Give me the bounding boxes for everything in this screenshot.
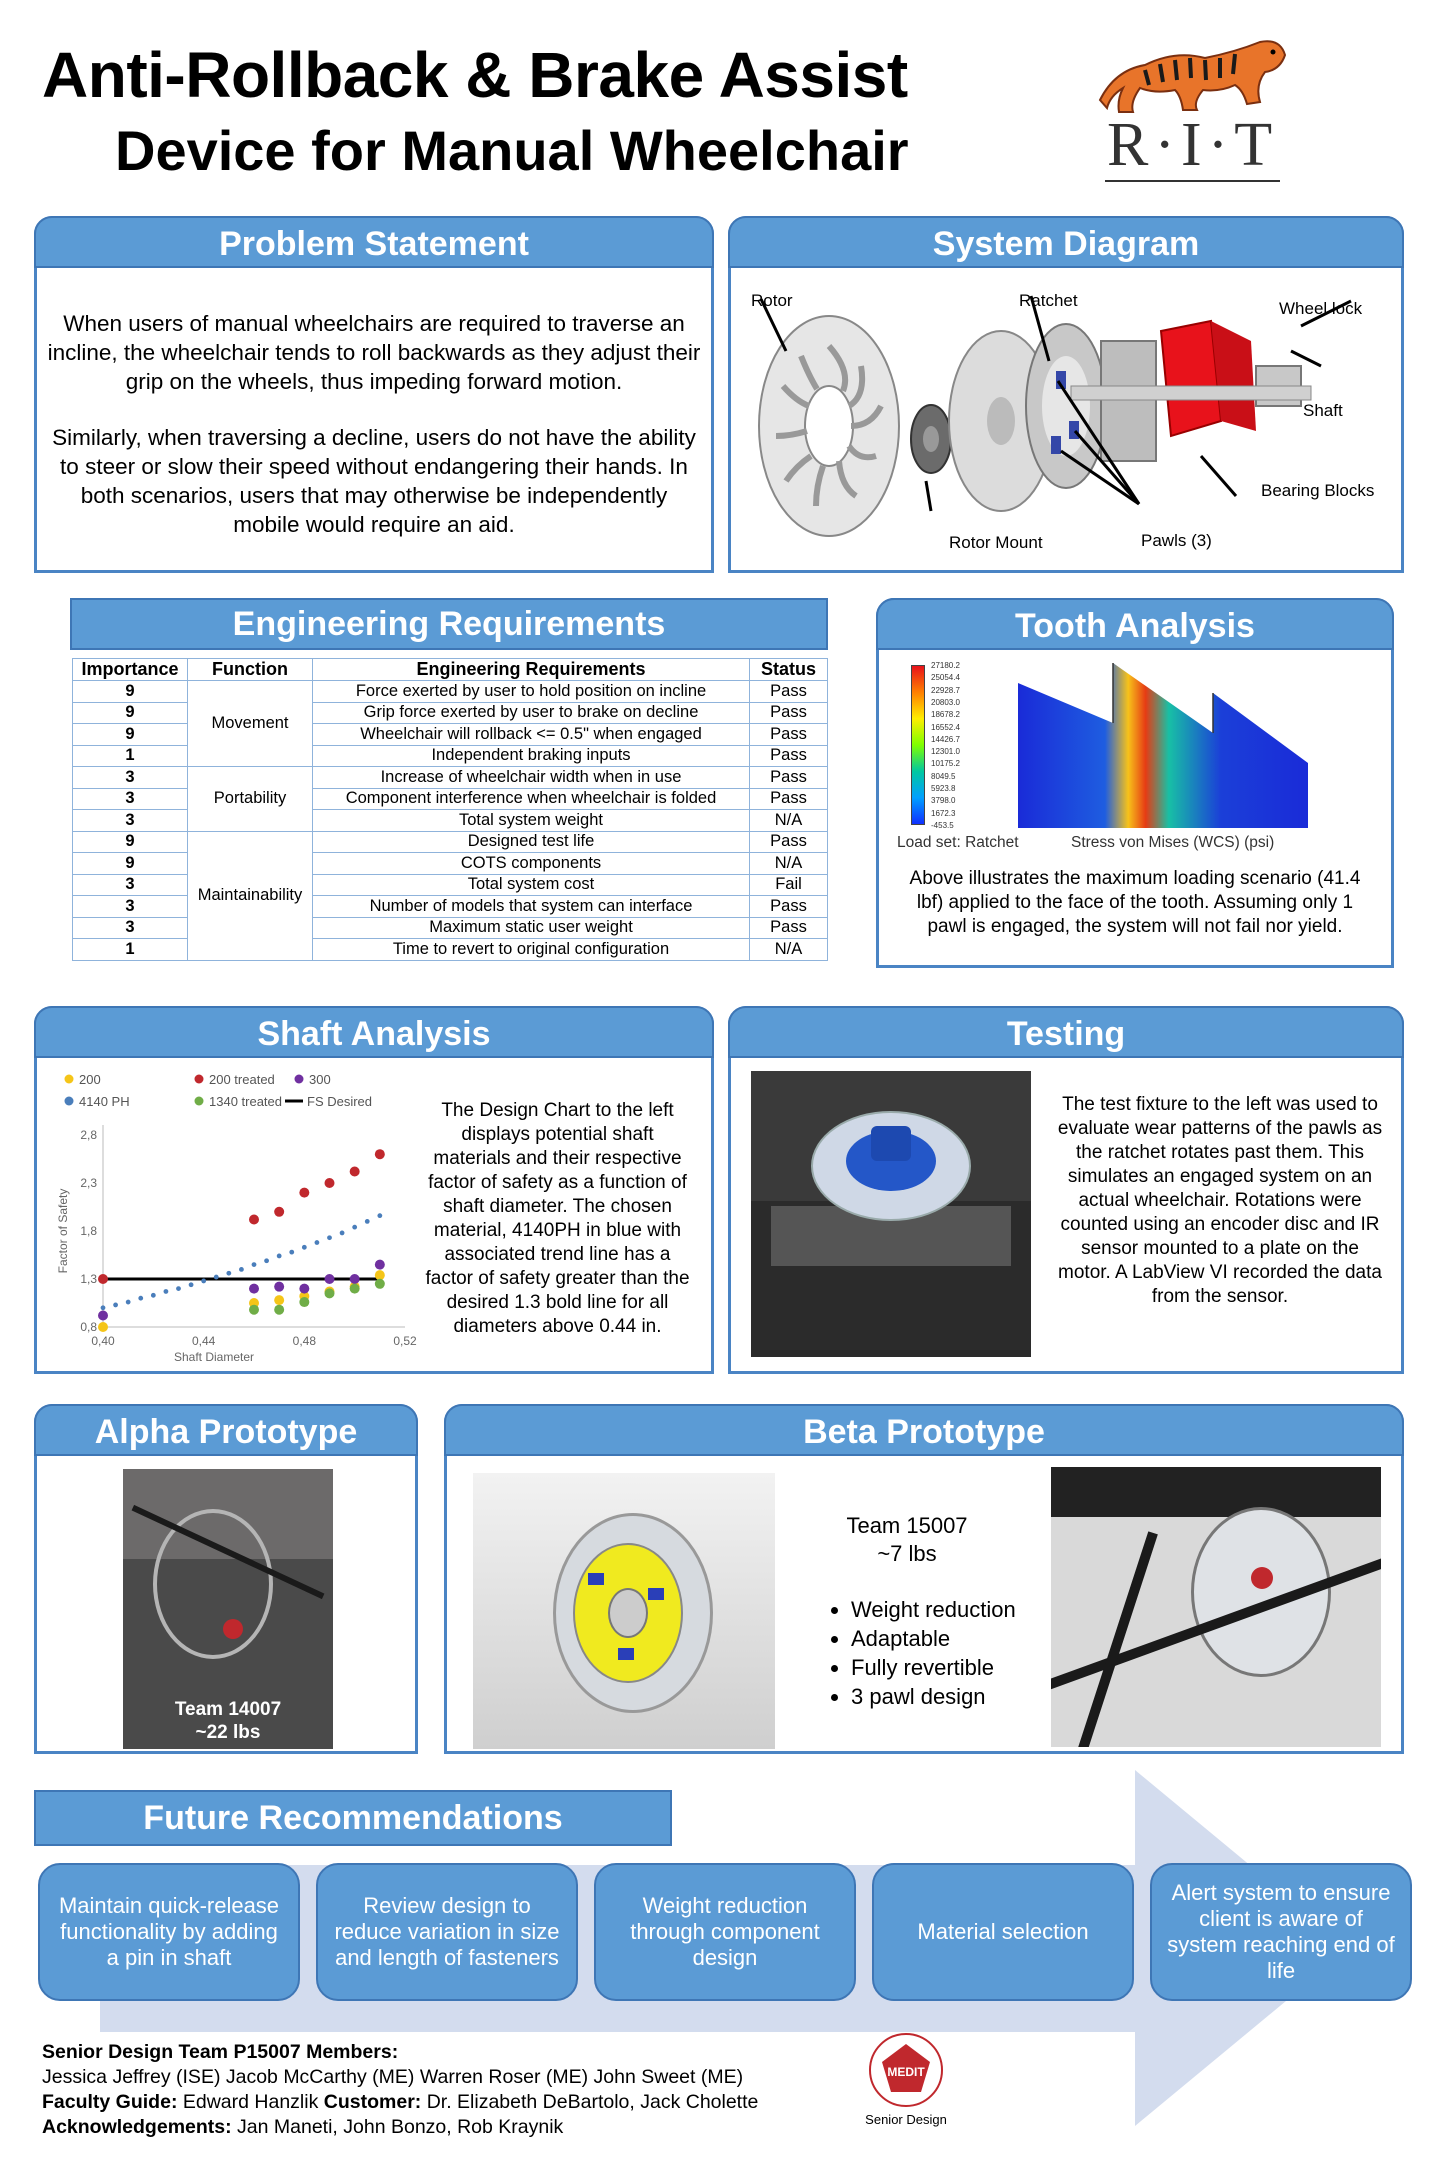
list-item: • Fully revertible <box>851 1653 1016 1682</box>
data-point <box>98 1310 108 1320</box>
data-point <box>98 1322 108 1332</box>
shaft-analysis-panel <box>34 1006 714 1374</box>
scale-label: 16552.4 <box>931 722 960 732</box>
data-point <box>249 1284 259 1294</box>
team-label: Senior Design Team P15007 Members: <box>42 2041 399 2063</box>
faculty-name: Edward Hanzlik <box>182 2091 319 2113</box>
stress-color-scale <box>911 665 925 825</box>
data-point <box>325 1274 335 1284</box>
data-point <box>352 1225 357 1230</box>
table-row: 9 Maintainability Designed test life Pass <box>73 831 828 853</box>
list-item: • Adaptable <box>851 1624 1016 1653</box>
requirements-table <box>72 658 828 961</box>
data-point <box>138 1296 143 1301</box>
table-row: 9 Wheelchair will rollback <= 0.5" when engaged Pass <box>73 724 828 746</box>
data-point <box>340 1231 345 1236</box>
label-rotor-mount: Rotor Mount <box>949 533 1043 552</box>
team-names: Jessica Jeffrey (ISE) Jacob McCarthy (ME) Warren Roser (ME) John Sweet (ME) <box>42 2066 744 2088</box>
tooth-caption: Above illustrates the maximum loading scenario (41.4 lbf) applied to the face of the tooth. Assuming only 1 pawl is engaged, the system will not fail nor yield. <box>909 868 1361 937</box>
alpha-team: Team 14007 <box>174 1699 282 1720</box>
data-point <box>315 1240 320 1245</box>
logo-rule <box>1105 180 1280 182</box>
customer-name: Dr. Elizabeth DeBartolo, Jack Cholette <box>426 2091 759 2113</box>
problem-statement-heading: Problem Statement <box>34 216 714 268</box>
legend-marker <box>65 1097 74 1106</box>
system-diagram-panel <box>728 216 1404 573</box>
table-row: 3 Component interference when wheelchair is folded Pass <box>73 788 828 810</box>
data-point <box>274 1207 284 1217</box>
scale-label: 20803.0 <box>931 697 960 707</box>
data-point <box>375 1260 385 1270</box>
problem-paragraph-2: Similarly, when traversing a decline, users do not have the ability to steer or slow their speed without endangering their hands. In both scenarios, users that may otherwise be independently mobile would require an aid. <box>52 425 696 537</box>
shaft-caption: The Design Chart to the left displays potential shaft materials and their respective factor of safety as a function of shaft diameter. The chosen material, 4140PH in blue with associated trend line has a factor of safety greater than the desired 1.3 bold line for all diameters above 0.44 in. <box>425 1100 690 1337</box>
shaft <box>1071 386 1311 400</box>
ack-names: Jan Maneti, John Bonzo, Rob Kraynik <box>237 2116 564 2138</box>
y-tick-label: 0,8 <box>80 1320 97 1334</box>
bearing-blocks <box>1101 341 1156 461</box>
col-requirements: Engineering Requirements <box>313 659 750 681</box>
data-point <box>239 1267 244 1272</box>
data-point <box>377 1213 382 1218</box>
col-status: Status <box>750 659 828 681</box>
scale-label: 8049.5 <box>931 771 956 781</box>
problem-statement-panel <box>34 216 714 573</box>
shaft-design-chart <box>45 1065 425 1365</box>
data-point <box>299 1188 309 1198</box>
legend-label: 300 <box>309 1072 331 1087</box>
recommendation-card: Material selection <box>872 1863 1134 2001</box>
badge-caption: Senior Design <box>865 2112 947 2127</box>
data-point <box>101 1305 106 1310</box>
label-wheel-lock: Wheel lock <box>1279 299 1363 318</box>
legend-label: 4140 PH <box>79 1094 130 1109</box>
legend-marker <box>195 1097 204 1106</box>
scale-label: -453.5 <box>931 821 954 830</box>
beta-cad-render <box>473 1473 775 1749</box>
scale-label: 1672.3 <box>931 808 956 818</box>
alpha-prototype-heading: Alpha Prototype <box>34 1404 418 1456</box>
testing-panel <box>728 1006 1404 1374</box>
label-shaft: Shaft <box>1303 401 1343 420</box>
scale-label: 5923.8 <box>931 784 956 794</box>
data-point <box>325 1288 335 1298</box>
x-tick-label: 0,40 <box>91 1334 115 1348</box>
beta-weight: ~7 lbs <box>877 1541 937 1566</box>
data-point <box>164 1289 169 1294</box>
y-tick-label: 1,8 <box>80 1224 97 1238</box>
scale-label: 22928.7 <box>931 685 960 695</box>
legend-marker <box>195 1075 204 1084</box>
table-row: 3 Number of models that system can interface Pass <box>73 896 828 918</box>
data-point <box>252 1262 257 1267</box>
tooth-analysis-heading: Tooth Analysis <box>876 598 1394 650</box>
data-point <box>350 1284 360 1294</box>
team-members-block <box>42 2040 758 2140</box>
rotor-mount <box>911 405 951 473</box>
recommendation-card: Maintain quick-release functionality by adding a pin in shaft <box>38 1863 300 2001</box>
data-point <box>151 1293 156 1298</box>
data-point <box>277 1254 282 1259</box>
tooth-analysis-panel <box>876 598 1394 968</box>
recommendation-card: Weight reduction through component design <box>594 1863 856 2001</box>
scale-label: 14426.7 <box>931 734 960 744</box>
shaft-analysis-heading: Shaft Analysis <box>34 1006 714 1058</box>
label-bearing-blocks: Bearing Blocks <box>1261 481 1375 500</box>
table-row: 3 Maximum static user weight Pass <box>73 917 828 939</box>
legend-label: 200 treated <box>209 1072 275 1087</box>
badge-center-text: MEDIT <box>887 2065 925 2079</box>
legend-label: FS Desired <box>307 1094 373 1109</box>
label-rotor: Rotor <box>751 291 793 310</box>
data-point <box>325 1178 335 1188</box>
scale-label: 10175.2 <box>931 759 960 769</box>
y-tick-label: 2,8 <box>80 1128 97 1142</box>
scale-label: 27180.2 <box>931 661 960 670</box>
data-point <box>299 1297 309 1307</box>
wheel-lock <box>1161 321 1301 436</box>
y-axis-label: Factor of Safety <box>56 1188 70 1274</box>
senior-design-badge <box>856 2030 956 2130</box>
list-item: • Weight reduction <box>851 1595 1016 1624</box>
engineering-requirements-heading: Engineering Requirements <box>70 598 828 650</box>
testing-heading: Testing <box>728 1006 1404 1058</box>
poster-title-line1: Anti-Rollback & Brake Assist <box>42 39 908 111</box>
data-point <box>274 1282 284 1292</box>
ack-label: Acknowledgements: <box>42 2116 232 2138</box>
data-point <box>365 1219 370 1224</box>
y-tick-label: 2,3 <box>80 1176 97 1190</box>
beta-prototype-heading: Beta Prototype <box>444 1404 1404 1456</box>
data-point <box>214 1275 219 1280</box>
test-fixture-photo <box>751 1071 1031 1357</box>
testing-caption: The test fixture to the left was used to evaluate wear patterns of the pawls as the ratchet rotates past them. This simulates an engaged system on an actual wheelchair. Rotations were counted using an encoder disc and IR sensor mounted to a plate on the motor. A LabView VI recorded the data from the sensor. <box>1057 1094 1383 1307</box>
data-point <box>375 1270 385 1280</box>
label-ratchet: Ratchet <box>1019 291 1078 310</box>
group-movement: Movement <box>188 681 313 767</box>
problem-paragraph-1: When users of manual wheelchairs are required to traverse an incline, the wheelchair tends to roll backwards as they adjust their grip on the wheels, thus impeding forward motion. <box>47 311 701 394</box>
data-point <box>350 1166 360 1176</box>
legend-marker <box>65 1075 74 1084</box>
list-item: • 3 pawl design <box>851 1682 1016 1711</box>
legend-marker <box>295 1075 304 1084</box>
data-point <box>126 1300 131 1305</box>
data-point <box>375 1279 385 1289</box>
group-maintainability: Maintainability <box>188 831 313 960</box>
table-header-row <box>73 659 828 681</box>
table-row: 3 Portability Increase of wheelchair width when in use Pass <box>73 767 828 789</box>
rit-logo-text: R·I·T <box>1107 111 1279 179</box>
beta-prototype-photo <box>1051 1467 1381 1747</box>
data-point <box>289 1250 294 1255</box>
col-importance: Importance <box>73 659 188 681</box>
data-point <box>113 1303 118 1308</box>
data-point <box>264 1258 269 1263</box>
data-point <box>201 1279 206 1284</box>
stress-scale-labels <box>931 661 991 831</box>
scale-label: 18678.2 <box>931 710 960 720</box>
table-row: 9 COTS components N/A <box>73 853 828 875</box>
legend-label: 200 <box>79 1072 101 1087</box>
data-point <box>249 1305 259 1315</box>
scale-label: 3798.0 <box>931 796 956 806</box>
data-point <box>302 1245 307 1250</box>
table-row: 3 Total system weight N/A <box>73 810 828 832</box>
future-recommendations-heading: Future Recommendations <box>34 1790 672 1846</box>
data-point <box>274 1295 284 1305</box>
data-point <box>189 1282 194 1287</box>
tiger-icon <box>1085 30 1295 115</box>
scale-label: 25054.4 <box>931 673 960 683</box>
system-diagram-heading: System Diagram <box>728 216 1404 268</box>
faculty-label: Faculty Guide: <box>42 2091 178 2113</box>
pawl-housing <box>1026 324 1106 488</box>
rotor-disc <box>759 316 899 536</box>
beta-features-list <box>829 1595 1016 1711</box>
tooth-fea-render <box>1013 653 1313 833</box>
stress-label: Stress von Mises (WCS) (psi) <box>1071 834 1275 851</box>
y-tick-label: 1,3 <box>80 1272 97 1286</box>
poster-title-line2: Device for Manual Wheelchair <box>115 119 909 182</box>
table-row: 3 Total system cost Fail <box>73 874 828 896</box>
rit-logo <box>1085 30 1295 180</box>
data-point <box>299 1284 309 1294</box>
load-set-label: Load set: Ratchet <box>897 834 1019 851</box>
x-tick-label: 0,48 <box>292 1334 317 1348</box>
med-pentagon-icon <box>856 2030 956 2110</box>
data-point <box>375 1149 385 1159</box>
x-tick-label: 0,44 <box>191 1334 216 1348</box>
x-axis-label: Shaft Diameter <box>173 1350 255 1364</box>
table-row: 9 Grip force exerted by user to brake on decline Pass <box>73 702 828 724</box>
scale-label: 12301.0 <box>931 747 960 757</box>
col-function: Function <box>188 659 313 681</box>
data-point <box>249 1214 259 1224</box>
label-pawls: Pawls (3) <box>1141 531 1212 550</box>
data-point <box>176 1286 181 1291</box>
table-row: 1 Independent braking inputs Pass <box>73 745 828 767</box>
data-point <box>327 1235 332 1240</box>
legend-label: 1340 treated <box>209 1094 283 1109</box>
data-point <box>274 1305 284 1315</box>
table-row: 1 Time to revert to original configuration N/A <box>73 939 828 961</box>
data-point <box>350 1274 360 1284</box>
recommendation-card: Review design to reduce variation in size and length of fasteners <box>316 1863 578 2001</box>
recommendation-card: Alert system to ensure client is aware of system reaching end of life <box>1150 1863 1412 2001</box>
data-point <box>226 1271 231 1276</box>
alpha-prototype-panel <box>34 1404 418 1754</box>
x-tick-label: 0,52 <box>393 1334 417 1348</box>
customer-label: Customer: <box>323 2091 422 2113</box>
group-portability: Portability <box>188 767 313 832</box>
alpha-weight: ~22 lbs <box>195 1722 261 1743</box>
beta-prototype-panel <box>444 1404 1404 1754</box>
data-point <box>98 1274 108 1284</box>
table-row: 9 Movement Force exerted by user to hold position on incline Pass <box>73 681 828 703</box>
beta-team: Team 15007 <box>846 1513 968 1538</box>
